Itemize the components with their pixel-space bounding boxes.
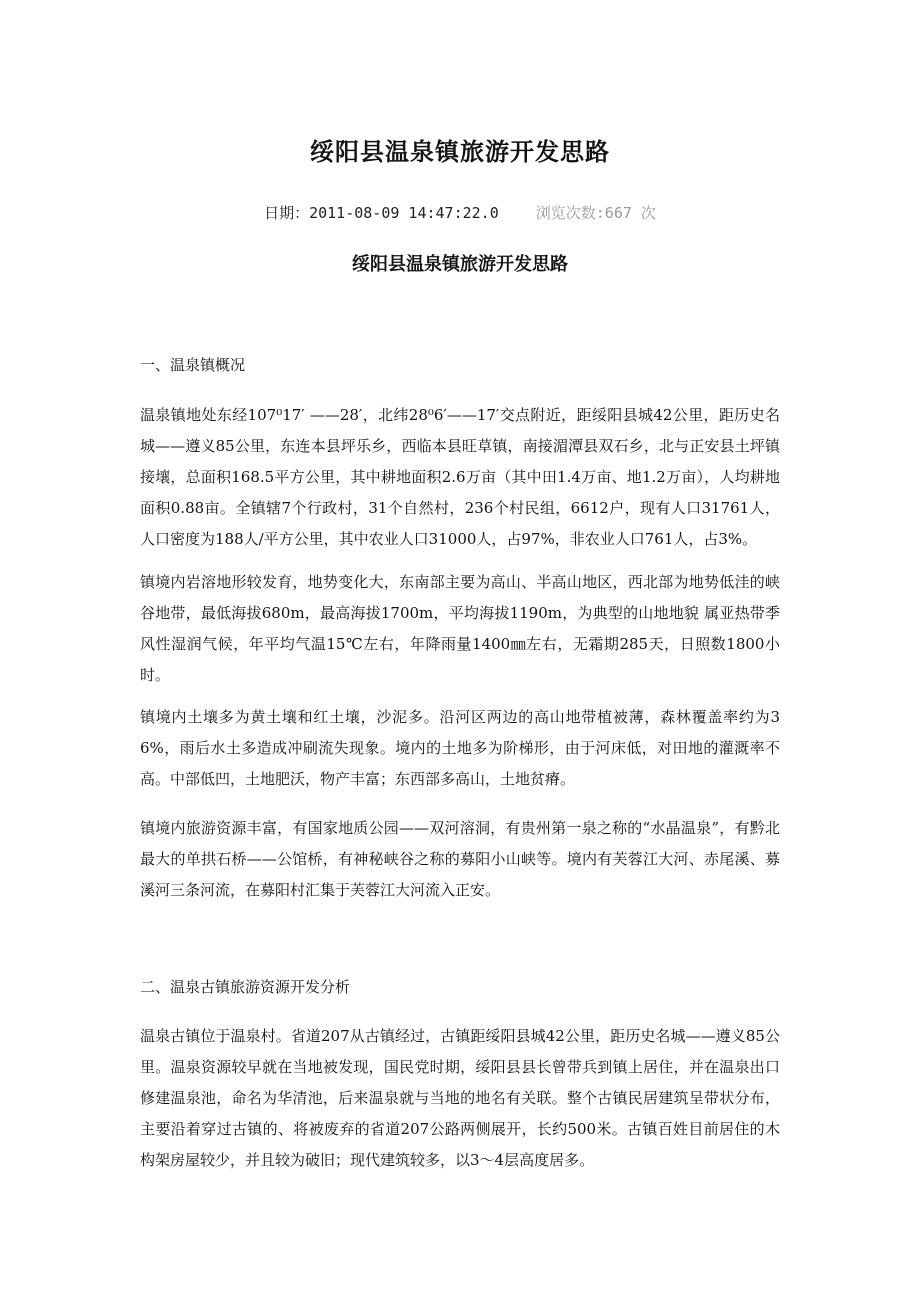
section-heading-overview: 一、温泉镇概况 bbox=[140, 356, 246, 374]
document-title: 绥阳县温泉镇旅游开发思路 bbox=[310, 138, 610, 166]
document-subtitle: 绥阳县温泉镇旅游开发思路 bbox=[352, 254, 568, 275]
paragraph: 温泉镇地处东经107⁰17′ ——28′，北纬28⁰6′——17′交点附近，距绥阳县城42公里，距历史名城——遵义85公里，东连本县坪乐乡，西临本县旺草镇，南接湄潭县双石乡，北与正安县土坪镇接壤，总面积168.5平方公里，其中耕地面积2.6万亩（其中田1.4万亩、地1.2万亩），人均耕地面积0.88亩。全镇辖7个行政村，31个自然村，236个村民组，6612户，现有人口31761人，人口密度为188人/平方公里，其中农业人口31000人，占97%，非农业人口761人，占3%。 bbox=[140, 406, 780, 548]
paragraph: 温泉古镇位于温泉村。省道207从古镇经过，古镇距绥阳县城42公里，距历史名城——遵义85公里。温泉资源较早就在当地被发现，国民党时期，绥阳县县长曾带兵到镇上居住，并在温泉出口修建温泉池，命名为华清池，后来温泉就与当地的地名有关联。整个古镇民居建筑呈带状分布，主要沿着穿过古镇的、将被废弃的省道207公路两侧展开，长约500米。古镇百姓目前居住的木构架房屋较少，并且较为破旧；现代建筑较多，以3～4层高度居多。 bbox=[140, 1027, 780, 1169]
view-count: 浏览次数:667 次 bbox=[535, 204, 656, 222]
article-meta bbox=[0, 202, 920, 223]
paragraph: 镇境内土壤多为黄土壤和红土壤，沙泥多。沿河区两边的高山地带植被薄，森林覆盖率约为36%，雨后水土多造成冲刷流失现象。境内的土地多为阶梯形，由于河床低，对田地的灌溉率不高。中部低凹，土地肥沃，物产丰富；东西部多高山，土地贫瘠。 bbox=[140, 708, 780, 788]
paragraph: 镇境内岩溶地形较发育，地势变化大，东南部主要为高山、半高山地区，西北部为地势低洼的峡谷地带，最低海拔680m，最高海拔1700m，平均海拔1190m，为典型的山地地貌 属亚热带季风性湿润气候，年平均气温15℃左右，年降雨量1400㎜左右，无霜期285天，日照数1800小时。 bbox=[140, 573, 780, 684]
section-heading-analysis: 二、温泉古镇旅游资源开发分析 bbox=[140, 978, 351, 996]
publish-date: 日期：2011-08-09 14:47:22.0 bbox=[264, 204, 499, 222]
paragraph: 镇境内旅游资源丰富，有国家地质公园——双河溶洞，有贵州第一泉之称的“水晶温泉”，有黔北最大的单拱石桥——公馆桥，有神秘峡谷之称的募阳小山峡等。境内有芙蓉江大河、赤尾溪、募溪河三条河流，在募阳村汇集于芙蓉江大河流入正安。 bbox=[140, 819, 780, 899]
